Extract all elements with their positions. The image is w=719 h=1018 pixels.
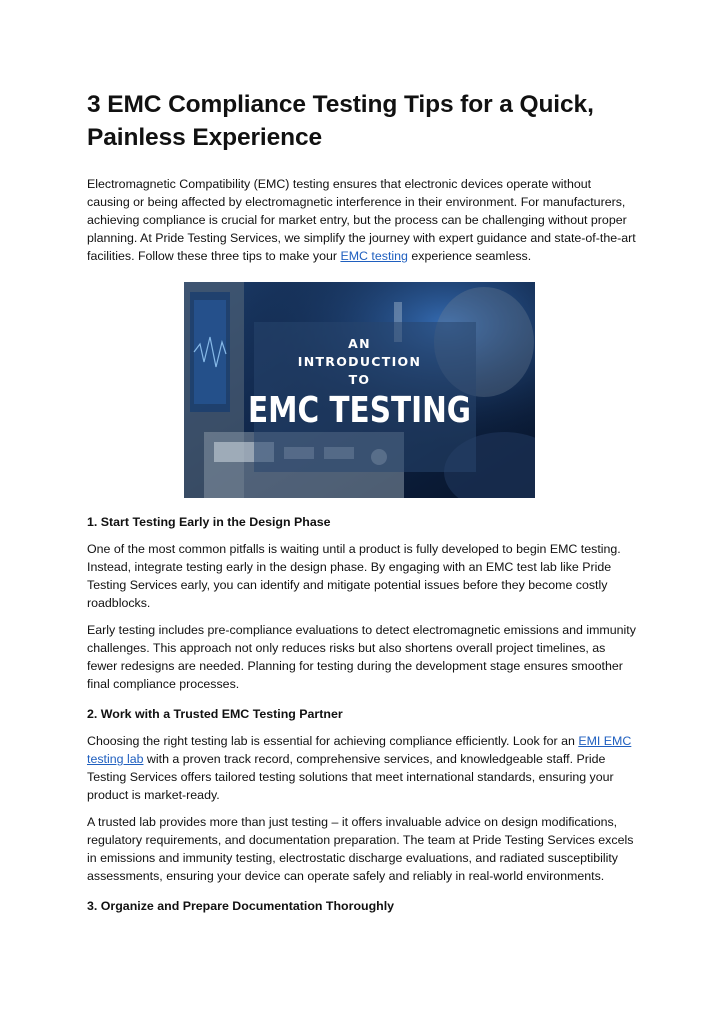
article-title: 3 EMC Compliance Testing Tips for a Quick, Painless Experience <box>87 91 594 151</box>
section-2-heading: 2. Work with a Trusted EMC Testing Partner <box>87 707 343 721</box>
emi-emc-testing-lab-link[interactable]: EMI EMC testing lab <box>87 734 632 766</box>
section-1-paragraph-1: One of the most common pitfalls is waiting until a product is fully developed to begin EMC testing. Instead, integrate testing early in the design phase. By engaging with an EMC test lab like Pride Testing Services early, you can identify and mitigate potential issues before they become costly roadblocks. <box>87 542 621 610</box>
section-2-text-after-link: with a proven track record, comprehensive services, and knowledgeable staff. Pride Testing Services offers tailored testing solutions that meet international standards, ensuring your product is market-ready. <box>87 752 614 802</box>
intro-paragraph <box>87 175 637 265</box>
emc-testing-link[interactable]: EMC testing <box>340 249 408 263</box>
section-2-paragraph-1 <box>87 732 637 804</box>
emc-testing-banner-image <box>184 282 535 498</box>
banner-text-an: AN <box>348 336 371 351</box>
section-2-paragraph-2: A trusted lab provides more than just testing – it offers invaluable advice on design modifications, regulatory requirements, and documentation preparation. The team at Pride Testing Services excels in emissions and immunity testing, electrostatic discharge evaluations, and radiated susceptibility assessments, ensuring your device can operate safely and reliably in real-world environments. <box>87 815 634 883</box>
banner-text-to: TO <box>348 372 371 387</box>
section-2-text-before-link: Choosing the right testing lab is essential for achieving compliance efficiently. Look for an <box>87 734 579 748</box>
banner-text-emc-testing: EMC TESTING <box>247 390 472 431</box>
article <box>87 88 637 915</box>
intro-text-after-link: experience seamless. <box>407 249 532 263</box>
section-1-heading: 1. Start Testing Early in the Design Phase <box>87 515 331 529</box>
banner-text-introduction: INTRODUCTION <box>297 354 422 369</box>
intro-text-before-link: Electromagnetic Compatibility (EMC) testing ensures that electronic devices operate without causing or being affected by electromagnetic interference in their environment. For manufacturers, achieving compliance is crucial for market entry, but the process can be challenging without proper planning. At Pride Testing Services, we simplify the journey with expert guidance and state-of-the-art facilities. Follow these three tips to make your <box>87 177 636 263</box>
section-1-paragraph-2: Early testing includes pre-compliance evaluations to detect electromagnetic emissions and immunity challenges. This approach not only reduces risks but also shortens overall project timelines, as fewer redesigns are needed. Planning for testing during the development stage ensures smoother final compliance processes. <box>87 623 636 691</box>
section-3-heading: 3. Organize and Prepare Documentation Thoroughly <box>87 899 395 913</box>
